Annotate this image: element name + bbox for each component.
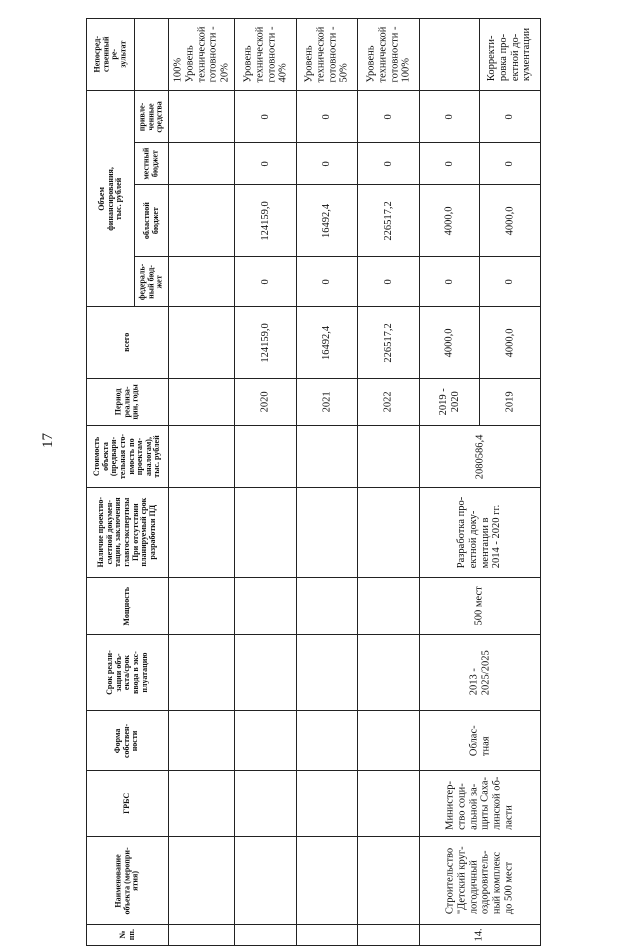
item14-cost: 2080586,4	[420, 426, 541, 488]
row-period: Период реализа- ции, годы 2020 2021 2022 2019 - 2020 2019	[87, 379, 605, 426]
header-result: Непосред- ственный ре- зультат	[87, 19, 135, 91]
row-psd	[87, 488, 605, 578]
header-financing: Объем финансирования, тыс. рублей	[87, 91, 135, 307]
cell-result-3: Уровень технической готовности - 100%	[358, 19, 420, 91]
cell-result-1: Уровень технической готовности - 40%	[235, 19, 297, 91]
cell-result-14-2019: Корректи- ровка про- ектной до- кументации	[480, 19, 541, 91]
header-capacity: Мощность	[87, 578, 169, 635]
row-total: всего 124159,0 16492,4 226517,2 4000,0 4000,0	[87, 307, 605, 379]
item14-no: 14.	[420, 925, 541, 946]
row-federal: федераль- ный бюд- жет 0 0 0 0 0	[87, 257, 605, 307]
row-ownership	[87, 711, 605, 771]
header-psd: Наличие проектно- сметной докумен- тации, заключения главгосэкспертизы При отсутствии планируемый срок разработки ПД	[87, 488, 169, 578]
header-attracted: привле- ченные средства	[135, 91, 169, 143]
cell-result-0: 100% Уровень технической готовности - 20%	[169, 19, 235, 91]
cell-result-2: Уровень технической готовности - 50%	[297, 19, 358, 91]
item14-capacity: 500 мест	[420, 578, 541, 635]
item14-term: 2013 - 2025/2025	[420, 635, 541, 711]
item14-name: Строительство "Детский круг- логодичный оздоровитель- ный комплекс до 500 мест	[420, 837, 541, 925]
item14-psd: Разработка про- ектной доку- ментации в 2014 - 2020 гг.	[420, 488, 541, 578]
row-grbs	[87, 771, 605, 837]
row-result	[87, 19, 605, 91]
header-regional: областной бюджет	[135, 185, 169, 257]
header-local: местный бюджет	[135, 143, 169, 185]
cell-result-14	[420, 19, 480, 91]
header-period: Период реализа- ции, годы	[87, 379, 169, 426]
row-no	[87, 925, 605, 946]
header-grbs: ГРБС	[87, 771, 169, 837]
row-cost	[87, 426, 605, 488]
row-local: местный бюджет 0 0 0 0 0	[87, 143, 605, 185]
financing-table	[86, 18, 605, 946]
row-capacity	[87, 578, 605, 635]
page-number: 17	[39, 432, 56, 448]
item14-ownership: Облас- тная	[420, 711, 541, 771]
row-regional: областной бюджет 124159,0 16492,4 226517,2 4000,0 4000,0	[87, 185, 605, 257]
row-name	[87, 837, 605, 925]
header-total: всего	[87, 307, 169, 379]
header-name: Наименование объекта (меропри- ятия)	[87, 837, 169, 925]
header-no: № пп.	[87, 925, 169, 946]
header-federal: федераль- ный бюд- жет	[135, 257, 169, 307]
header-ownership: Форма собствен- ности	[87, 711, 169, 771]
header-cost: Стоимость объекта (предвари- тельная сто- имость по проектам- аналогам), тыс. рублей	[87, 426, 169, 488]
row-attracted: Объем финансирования, тыс. рублей привле- ченные средства 0 0 0 0 0	[87, 91, 605, 143]
header-term: Срок реали- зации объ- екта/срок ввода в экс- плуатацию	[87, 635, 169, 711]
item14-grbs: Министер- ство соци- альной за- щиты Саха- линской об- ласти	[420, 771, 541, 837]
row-term	[87, 635, 605, 711]
